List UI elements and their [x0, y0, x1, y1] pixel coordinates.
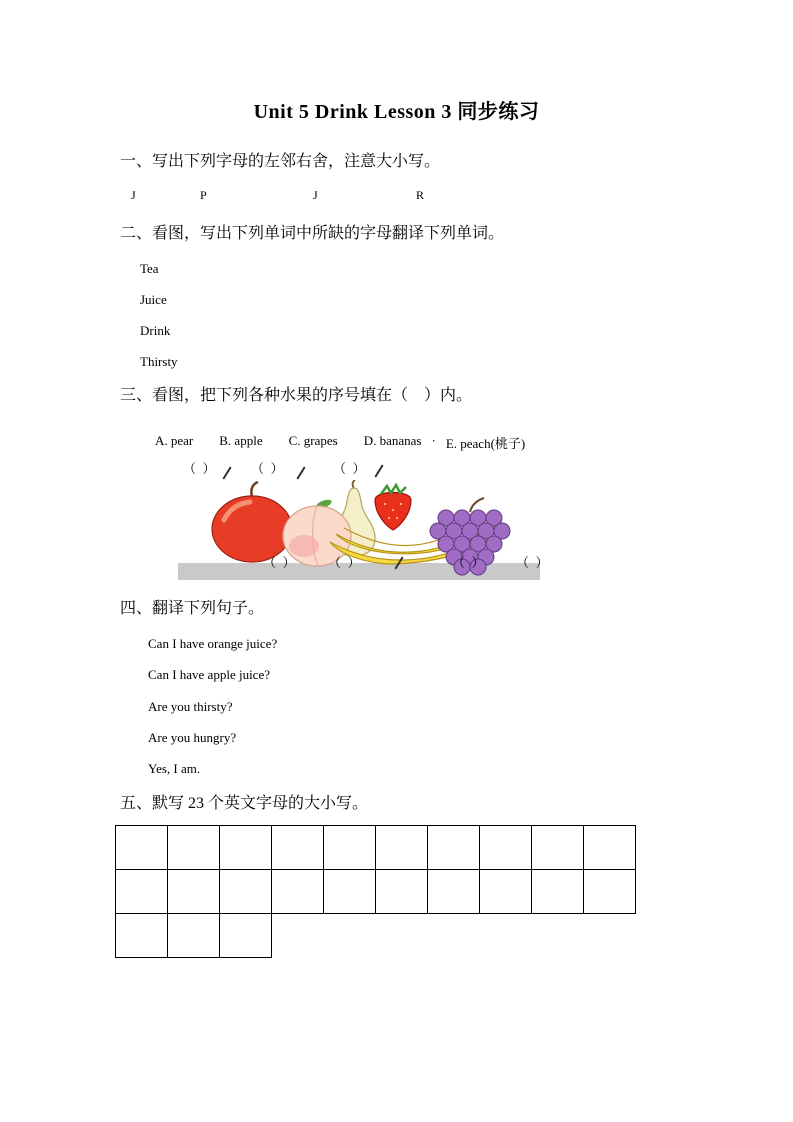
- grid-cell: [479, 869, 532, 914]
- answer-bracket: （ ）: [516, 555, 549, 570]
- page-title: Unit 5 Drink Lesson 3 同步练习: [253, 101, 540, 123]
- grid-cell: [167, 869, 220, 914]
- option-b: B. apple: [219, 433, 263, 448]
- answer-grid: [115, 825, 636, 958]
- word-item: Drink: [140, 323, 171, 338]
- section4-heading: 四、翻译下列句子。: [120, 600, 265, 617]
- grid-cell: [531, 825, 584, 870]
- letter-prompt-3: J: [313, 188, 318, 202]
- option-a: A. pear: [155, 433, 194, 448]
- sentence-item: Can I have apple juice?: [148, 667, 270, 682]
- grid-cell: [219, 913, 272, 958]
- fruit-options: [155, 433, 525, 452]
- sentence-item: Are you thirsty?: [148, 699, 233, 714]
- grid-cell: [115, 913, 168, 958]
- grid-cell: [271, 869, 324, 914]
- grid-cell: [115, 825, 168, 870]
- leader-slash: [374, 465, 383, 478]
- grid-cell: [115, 869, 168, 914]
- word-item: Thirsty: [140, 354, 178, 369]
- answer-bracket: （ ）: [328, 555, 361, 570]
- letter-prompt-2: P: [200, 188, 207, 202]
- grid-row: [115, 869, 636, 914]
- option-e: E. peach(桃子): [445, 436, 526, 451]
- answer-bracket: （ ）: [251, 461, 284, 476]
- grid-cell: [427, 825, 480, 870]
- word-item: Juice: [140, 292, 167, 307]
- grid-cell: [583, 825, 636, 870]
- option-d: D. bananas: [363, 433, 422, 448]
- grid-cell: [427, 869, 480, 914]
- grid-cell: [167, 913, 220, 958]
- section5-heading: 五、默写 23 个英文字母的大小写。: [120, 795, 369, 812]
- sentence-item: Yes, I am.: [148, 761, 201, 776]
- grid-row: [115, 825, 636, 870]
- grid-cell: [583, 869, 636, 914]
- answer-bracket: （ ）: [263, 555, 296, 570]
- answer-bracket: （ ）: [333, 461, 366, 476]
- leader-slash: [222, 467, 231, 480]
- section2-heading: 二、看图，写出下列单词中所缺的字母翻译下列单词。: [120, 225, 505, 242]
- section3-heading: 三、看图，把下列各种水果的序号填在（ ）内。: [120, 387, 473, 404]
- options-separator-dot: ·: [431, 433, 436, 448]
- leader-slash: [296, 467, 305, 480]
- grid-cell: [531, 869, 584, 914]
- grid-cell: [219, 869, 272, 914]
- answer-bracket: （ ）: [183, 461, 216, 476]
- sentence-item: Can I have orange juice?: [148, 636, 278, 651]
- grid-cell: [167, 825, 220, 870]
- word-item: Tea: [140, 261, 159, 276]
- grid-cell: [323, 825, 376, 870]
- letter-prompt-1: J: [131, 188, 136, 202]
- grid-cell: [219, 825, 272, 870]
- grid-cell: [479, 825, 532, 870]
- grid-cell: [271, 825, 324, 870]
- grid-cell: [375, 825, 428, 870]
- grid-row: [115, 913, 636, 958]
- section1-heading: 一、写出下列字母的左邻右舍，注意大小写。: [120, 153, 441, 170]
- option-c: C. grapes: [288, 433, 338, 448]
- sentence-item: Are you hungry?: [148, 730, 237, 745]
- grid-cell: [375, 869, 428, 914]
- letter-prompt-4: R: [416, 188, 425, 202]
- answer-bracket: （ ）: [452, 555, 485, 570]
- grid-cell: [323, 869, 376, 914]
